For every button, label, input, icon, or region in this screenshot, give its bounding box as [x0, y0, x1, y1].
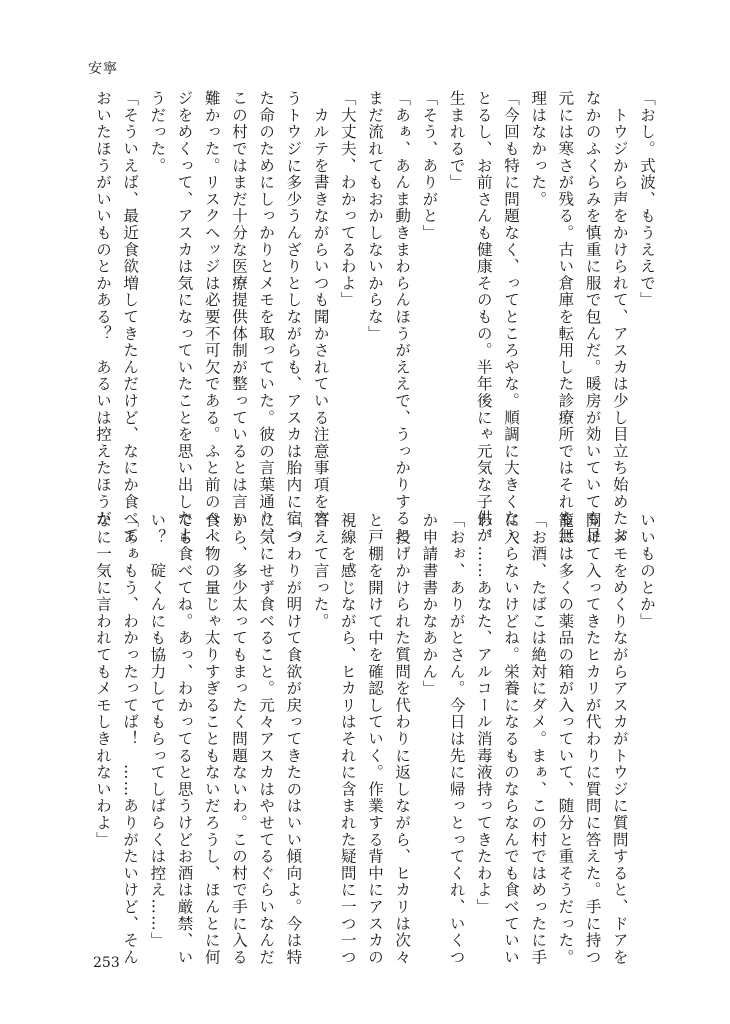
text-line: い？ 碇くんにも協力してもらってしばらくは控え……」: [148, 512, 167, 949]
page-number: 253: [93, 955, 120, 971]
text-line: うトウジに多少うんざりとしながらも、アスカは胎内に宿っ: [284, 90, 303, 544]
text-line: でも食べてね。あっ、わかってると思うけどお酒は厳禁、い: [175, 512, 194, 966]
text-line: た命のためにしっかりとメモを取っていた。彼の言葉通り、: [257, 90, 276, 544]
text-line: 答えて言った。: [311, 512, 330, 630]
text-line: 食べ物の量じゃ太りすぎることもないだろうし、ほんとに何: [202, 512, 221, 966]
text-line: うだった。: [148, 90, 167, 174]
text-line: 「あぁもう、わかったってば！ ……ありがたいけど、そん: [121, 512, 140, 966]
text-line: 「あぁ、あんま動きまわらんほうがええで、うっかりすると: [393, 90, 412, 544]
text-line: トウジから声をかけられて、アスカは少し目立ち始めたお: [610, 90, 629, 544]
running-header: 安寧: [88, 61, 118, 77]
text-line: この村ではまだ十分な医療提供体制が整っているとは言い: [229, 90, 248, 527]
text-line: おいたほうがいいものとかある？ あるいは控えたほうが: [93, 90, 112, 527]
text-line: わ。……あなた、アルコール消毒液持ってきたわよ」: [474, 512, 493, 916]
text-line: 「お酒、たばこは絶対にダメ。まぁ、この村ではめったに手: [529, 512, 548, 966]
upper-text-block: [93, 90, 660, 544]
text-line: 視線を感じながら、ヒカリはそれに含まれた疑問に一つ一つ: [338, 512, 357, 966]
text-line: 投げかけられた質問を代わりに返しながら、ヒカリは次々: [393, 512, 412, 966]
text-line: カルテを書きながらいつも聞かされている注意事項を言: [311, 90, 330, 527]
text-line: 籠には多くの薬品の箱が入っていて、随分と重そうだった。: [556, 512, 575, 966]
text-line: ジをめくって、アスカは気になっていたことを思い出したよ: [175, 90, 194, 544]
text-line: に入らないけどね。栄養になるものならなんでも食べていい: [501, 512, 520, 966]
text-line: と戸棚を開けて中を確認していく。作業する背中にアスカの: [365, 512, 384, 966]
text-line: 生まれるで」: [447, 90, 466, 191]
text-line: 「そう、ありがと」: [420, 90, 439, 242]
text-line: なに一気に言われてもメモしきれないわよ」: [93, 512, 112, 848]
text-line: に気にせず食べること。元々アスカはやせてるぐらいなんだ: [257, 512, 276, 966]
text-line: なかのふくらみを慎重に服で包んだ。暖房が効いていても足: [583, 90, 602, 544]
text-line: とるし、お前さんも健康そのもの。半年後にゃ元気な子供が: [474, 90, 493, 544]
text-line: いいものとか」: [638, 512, 656, 630]
text-line: か申請書書かなあかん」: [420, 512, 439, 697]
text-line: から、多少太ってもまったく問題ないわ。この村で手に入る: [229, 512, 248, 966]
text-line: 「大丈夫、わかってるわよ」: [338, 90, 357, 309]
text-line: 「つわりが明けて食欲が戻ってきたのはいい傾向よ。今は特: [284, 512, 303, 966]
text-line: 「今回も特に問題なく、ってところやな。順調に大きくなっ: [501, 90, 520, 544]
text-line: 難かった。リスクヘッジは必要不可欠である。ふと前のペー: [202, 90, 221, 544]
text-line: 「おし。式波、もうええで」: [638, 90, 656, 309]
text-line: まだ流れてもおかしないからな」: [365, 90, 384, 342]
text-line: 元には寒さが残る。古い倉庫を転用した診療所ではそれも無: [556, 90, 575, 544]
text-line: 「そういえば、最近食欲増してきたんだけど、なにか食べて: [121, 90, 140, 544]
text-line: 「おぉ、ありがとさん。今日は先に帰っとってくれ、いくつ: [447, 512, 466, 966]
text-line: メモをめくりながらアスカがトウジに質問すると、ドアを: [610, 512, 629, 966]
text-line: 理はなかった。: [529, 90, 548, 208]
text-line: 開けて入ってきたヒカリが代わりに質問に答えた。手に持つ: [583, 512, 602, 966]
